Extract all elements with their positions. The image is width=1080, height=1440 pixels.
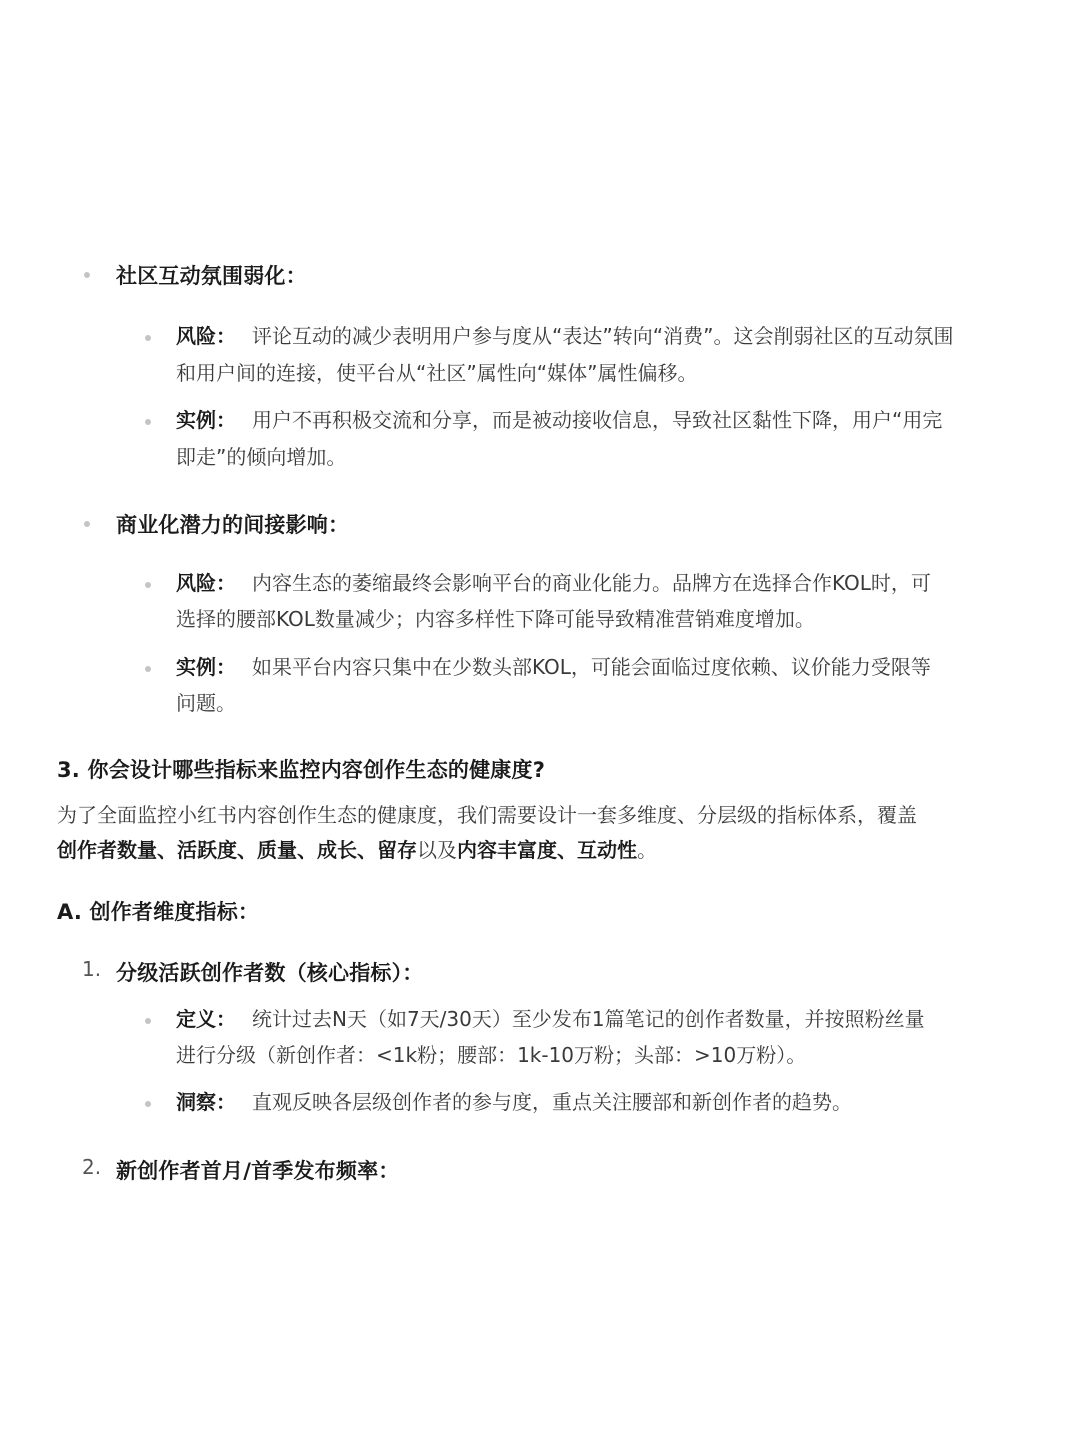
question-heading: 3. 你会设计哪些指标来监控内容创作生态的健康度? <box>57 758 546 782</box>
risk-line-1 <box>176 565 931 601</box>
intro-bold-content: 内容丰富度、互动性 <box>457 838 637 862</box>
metric-title-active-creators: 分级活跃创作者数（核心指标）： <box>116 961 424 985</box>
example-line-1 <box>176 649 931 685</box>
example-line-1 <box>176 402 942 438</box>
example-text: 如果平台内容只集中在少数头部KOL，可能会面临过度依赖、议价能力受限等 <box>252 655 931 679</box>
risk-line-1 <box>176 318 953 354</box>
example-line-2: 问题。 <box>176 691 236 715</box>
definition-text: 统计过去N天（如7天/30天）至少发布1篇笔记的创作者数量，并按照粉丝量 <box>252 1007 925 1031</box>
intro-connector: 以及 <box>417 838 457 862</box>
bullet-dot <box>84 521 90 527</box>
section-heading-commercial: 商业化潜力的间接影响： <box>116 513 350 537</box>
insight-label: 洞察： <box>176 1090 236 1114</box>
bullet-dot <box>145 1101 151 1107</box>
list-number: 1. <box>82 957 102 981</box>
bullet-dot <box>84 272 90 278</box>
bullet-dot <box>145 335 151 341</box>
risk-label: 风险： <box>176 324 236 348</box>
intro-period: 。 <box>637 838 657 862</box>
example-line-2: 即走”的倾向增加。 <box>176 445 347 469</box>
intro-line-2 <box>57 832 657 868</box>
definition-line-2: 进行分级（新创作者：<1k粉；腰部：1k-10万粉；头部：>10万粉）。 <box>176 1043 807 1067</box>
risk-label: 风险： <box>176 571 236 595</box>
bullet-dot <box>145 1018 151 1024</box>
definition-label: 定义： <box>176 1007 236 1031</box>
example-label: 实例： <box>176 408 236 432</box>
bullet-dot <box>145 419 151 425</box>
bullet-dot <box>145 582 151 588</box>
risk-text: 内容生态的萎缩最终会影响平台的商业化能力。品牌方在选择合作KOL时，可 <box>252 571 931 595</box>
bullet-dot <box>145 666 151 672</box>
example-text: 用户不再积极交流和分享，而是被动接收信息，导致社区黏性下降，用户“用完 <box>252 408 943 432</box>
section-a-heading: A. 创作者维度指标： <box>57 900 260 924</box>
list-number: 2. <box>82 1155 102 1179</box>
intro-bold-metrics: 创作者数量、活跃度、质量、成长、留存 <box>57 838 417 862</box>
risk-line-2: 和用户间的连接，使平台从“社区”属性向“媒体”属性偏移。 <box>176 361 698 385</box>
insight-text: 直观反映各层级创作者的参与度，重点关注腰部和新创作者的趋势。 <box>252 1090 852 1114</box>
insight-line <box>176 1084 852 1120</box>
example-label: 实例： <box>176 655 236 679</box>
metric-title-new-creator-frequency: 新创作者首月/首季发布频率： <box>116 1159 400 1183</box>
section-heading-community: 社区互动氛围弱化： <box>116 264 307 288</box>
definition-line-1 <box>176 1001 925 1037</box>
risk-line-2: 选择的腰部KOL数量减少；内容多样性下降可能导致精准营销难度增加。 <box>176 607 815 631</box>
risk-text: 评论互动的减少表明用户参与度从“表达”转向“消费”。这会削弱社区的互动氛围 <box>252 324 954 348</box>
intro-line-1: 为了全面监控小红书内容创作生态的健康度，我们需要设计一套多维度、分层级的指标体系，覆盖 <box>57 803 917 827</box>
